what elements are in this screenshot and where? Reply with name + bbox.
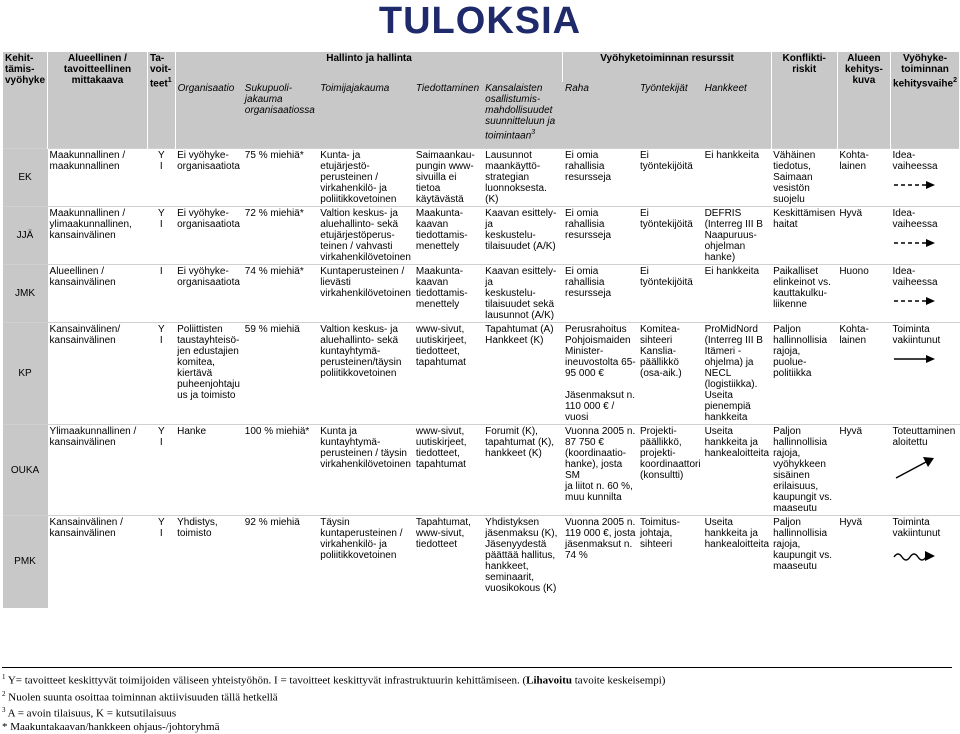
page-title: TULOKSIA [378, 0, 582, 42]
cell-goals: Y I [147, 149, 175, 207]
subheader-division: Toimijajakauma [318, 82, 414, 149]
cell-money: Ei omia rahallisia resursseja [563, 149, 638, 207]
results-table [2, 52, 960, 608]
header-conflict: Konflikti- riskit [771, 52, 837, 149]
zone-label: KP [3, 323, 48, 425]
cell-goals: I [147, 265, 175, 323]
stage-arrow-icon [892, 238, 957, 251]
cell-money: Ei omia rahallisia resursseja [563, 207, 638, 265]
cell-projects: Useita hankkeita ja hankealoitteita [703, 425, 772, 516]
zone-label: EK [3, 149, 48, 207]
cell-gender: 72 % miehiä* [243, 207, 318, 265]
cell-regional: Maakunnallinen / ylimaakunnallinen, kansainvälinen [48, 207, 148, 265]
cell-projects: ProMidNord (Interreg III B Itämeri - ohjelma) ja NECL (logistiikka). Useita pienempiä hankkeita [703, 323, 772, 425]
cell-image: Huono [837, 265, 890, 323]
cell-projects: Ei hankkeita [703, 265, 772, 323]
stage-label: Idea- vaiheessa [892, 266, 938, 288]
cell-stage [890, 425, 959, 516]
cell-organisation: Poliittisten taustayhteisö- jen edustajien komitea, kiertävä puheenjohtaju us ja toimisto [175, 323, 243, 425]
subheader-projects: Hankkeet [703, 82, 772, 149]
cell-organisation: Ei vyöhyke- organisaatiota [175, 149, 243, 207]
cell-image: Hyvä [837, 516, 890, 608]
cell-communication: Maakunta- kaavan tiedottamis- menettely [414, 207, 483, 265]
table-row [3, 323, 960, 425]
zone-label: JJÄ [3, 207, 48, 265]
cell-organisation: Ei vyöhyke- organisaatiota [175, 265, 243, 323]
zone-label: OUKA [3, 425, 48, 516]
table-row [3, 516, 960, 608]
cell-regional: Kansainvälinen / kansainvälinen [48, 516, 148, 608]
cell-communication: Saimaankau- pungin www- sivuilla ei tietoa käytävästä [414, 149, 483, 207]
stage-label: Toiminta vakiintunut [892, 324, 941, 346]
footnotes [2, 667, 952, 734]
cell-conflict: Keskittämisen haitat [771, 207, 837, 265]
cell-conflict: Paljon hallinnollisia rajoja, vyöhykkeen sisäinen erilaisuus, kaupungit vs. maaseutu [771, 425, 837, 516]
cell-division: Kunta ja kuntayhtymä- perusteinen / täysin virkahenkilövetoinen [318, 425, 414, 516]
stage-arrow-icon [892, 456, 957, 483]
table-row [3, 207, 960, 265]
cell-goals: Y I [147, 207, 175, 265]
cell-regional: Maakunnallinen / maakunnallinen [48, 149, 148, 207]
footnote-4: * Maakuntakaavan/hankkeen ohjaus-/johtoryhmä [2, 720, 220, 733]
zone-label: JMK [3, 265, 48, 323]
header-zone: Kehit- tämis- vyöhyke [3, 52, 48, 149]
footnote-1: $^1$ Y= tavoitteet keskittyvät toimijoiden väliseen yhteistyöhön. I = tavoitteet keskittyvät infrastruktuurin kehittämiseen. (Lihavoitu tavoite keskeisempi) [2, 673, 666, 687]
cell-communication: Tapahtumat, www-sivut, tiedotteet [414, 516, 483, 608]
cell-organisation: Ei vyöhyke- organisaatiota [175, 207, 243, 265]
stage-arrow-icon [892, 180, 957, 193]
cell-workers: Toimitus- johtaja, sihteeri [638, 516, 703, 608]
stage-label: Toiminta vakiintunut [892, 517, 941, 539]
cell-image: Hyvä [837, 425, 890, 516]
stage-label: Idea- vaiheessa [892, 208, 938, 230]
cell-workers: Ei työntekijöitä [638, 207, 703, 265]
header-stage: Vyöhyke- toiminnan kehitysvaihe$^2$ [890, 52, 959, 149]
stage-label: Toteuttaminen aloitettu [892, 426, 956, 448]
header-goals: Ta- voit- teet$^1$ [147, 52, 175, 149]
cell-stage [890, 265, 959, 323]
cell-projects: Ei hankkeita [703, 149, 772, 207]
footnote-2: $^2$ Nuolen suunta osoittaa toiminnan aktiivisuuden tällä hetkellä [2, 689, 278, 704]
header-regional: Alueellinen / tavoitteellinen mittakaava [48, 52, 148, 149]
cell-image: Kohta- lainen [837, 323, 890, 425]
cell-workers: Projekti- päällikkö, projekti- koordinaattori (konsultti) [638, 425, 703, 516]
subheader-gender: Sukupuoli- jakauma organisaatiossa [243, 82, 318, 149]
cell-organisation: Yhdistys, toimisto [175, 516, 243, 608]
cell-participation: Kaavan esittely- ja keskustelu- tilaisuudet (A/K) [483, 207, 563, 265]
cell-money: Vuonna 2005 n. 119 000 €, josta jäsenmaksut n. 74 % [563, 516, 638, 608]
cell-workers: Ei työntekijöitä [638, 265, 703, 323]
table-row [3, 149, 960, 207]
table-row [3, 425, 960, 516]
cell-gender: 74 % miehiä* [243, 265, 318, 323]
cell-gender: 75 % miehiä* [243, 149, 318, 207]
cell-conflict: Paljon hallinnollisia rajoja, kaupungit vs. maaseutu [771, 516, 837, 608]
stage-arrow-icon [892, 354, 957, 367]
footnote-3: $^3$ A = avoin tilaisuus, K = kutsutilaisuus [2, 706, 177, 720]
cell-projects: Useita hankkeita ja hankealoitteita [703, 516, 772, 608]
header-image: Alueen kehitys- kuva [837, 52, 890, 149]
cell-participation: Kaavan esittely- ja keskustelu- tilaisuudet sekä lausunnot (A/K) [483, 265, 563, 323]
cell-image: Hyvä [837, 207, 890, 265]
cell-stage [890, 149, 959, 207]
cell-participation: Lausunnot maankäyttö- strategian luonnoksesta. (K) [483, 149, 563, 207]
cell-participation: Yhdistyksen jäsenmaksu (K), Jäsenyydestä päättää hallitus, hankkeet, seminaarit, vuosikokous (K) [483, 516, 563, 608]
cell-goals: Y I [147, 323, 175, 425]
stage-arrow-icon [892, 547, 957, 566]
subheader-organisation: Organisaatio [175, 82, 243, 149]
cell-conflict: Paikalliset elinkeinot vs. kauttakulku- liikenne [771, 265, 837, 323]
cell-money: Perusrahoitus Pohjoismaiden Minister- ineuvostolta 65- 95 000 € Jäsenmaksut n. 110 000 € / vuosi [563, 323, 638, 425]
cell-participation: Tapahtumat (A) Hankkeet (K) [483, 323, 563, 425]
cell-stage [890, 516, 959, 608]
cell-conflict: Paljon hallinnollisia rajoja, puolue- politiikka [771, 323, 837, 425]
cell-regional: Ylimaakunnallinen / kansainvälinen [48, 425, 148, 516]
cell-participation: Forumit (K), tapahtumat (K), hankkeet (K) [483, 425, 563, 516]
cell-goals: Y I [147, 516, 175, 608]
cell-workers: Komitea- sihteeri Kanslia- päällikkö (osa-aik.) [638, 323, 703, 425]
cell-stage [890, 323, 959, 425]
cell-division: Valtion keskus- ja aluehallinto- sekä kuntayhtymä- perusteinen/täysin poliitikkovetoinen [318, 323, 414, 425]
cell-gender: 92 % miehiä [243, 516, 318, 608]
cell-money: Ei omia rahallisia resursseja [563, 265, 638, 323]
cell-division: Kuntaperusteinen / lievästi virkahenkilövetoinen [318, 265, 414, 323]
cell-organisation: Hanke [175, 425, 243, 516]
cell-money: Vuonna 2005 n. 87 750 € (koordinaatio- hanke), josta SM ja liitot n. 60 %, muu kunnilta [563, 425, 638, 516]
subheader-money: Raha [563, 82, 638, 149]
cell-division: Valtion keskus- ja aluehallinto- sekä etujärjestöperus- teinen / vahvasti virkahenkilövetoinen [318, 207, 414, 265]
header-resources: Vyöhyketoiminnan resurssit [563, 52, 771, 82]
cell-division: Täysin kuntaperusteinen / virkahenkilö- ja poliitikkovetoinen [318, 516, 414, 608]
cell-communication: www-sivut, uutiskirjeet, tiedotteet, tapahtumat [414, 425, 483, 516]
cell-division: Kunta- ja etujärjestö- perusteinen / virkahenkilö- ja poliitikkovetoinen [318, 149, 414, 207]
subheader-workers: Työntekijät [638, 82, 703, 149]
zone-label: PMK [3, 516, 48, 608]
table-row [3, 265, 960, 323]
cell-workers: Ei työntekijöitä [638, 149, 703, 207]
cell-gender: 59 % miehiä [243, 323, 318, 425]
cell-gender: 100 % miehiä* [243, 425, 318, 516]
cell-conflict: Vähäinen tiedotus, Saimaan vesistön suojelu [771, 149, 837, 207]
cell-communication: www-sivut, uutiskirjeet, tiedotteet, tapahtumat [414, 323, 483, 425]
cell-regional: Alueellinen / kansainvälinen [48, 265, 148, 323]
cell-image: Kohta- lainen [837, 149, 890, 207]
cell-stage [890, 207, 959, 265]
header-governance: Hallinto ja hallinta [175, 52, 563, 82]
stage-label: Idea- vaiheessa [892, 150, 938, 172]
cell-regional: Kansainvälinen/ kansainvälinen [48, 323, 148, 425]
subheader-participation: Kansalaisten osallistumis- mahdollisuudet suunnitteluun ja toimintaan$^3$ [483, 82, 563, 149]
stage-arrow-icon [892, 296, 957, 309]
cell-projects: DEFRIS (Interreg III B Naapuruus- ohjelman hanke) [703, 207, 772, 265]
cell-goals: Y I [147, 425, 175, 516]
cell-communication: Maakunta- kaavan tiedottamis- menettely [414, 265, 483, 323]
subheader-communication: Tiedottaminen [414, 82, 483, 149]
